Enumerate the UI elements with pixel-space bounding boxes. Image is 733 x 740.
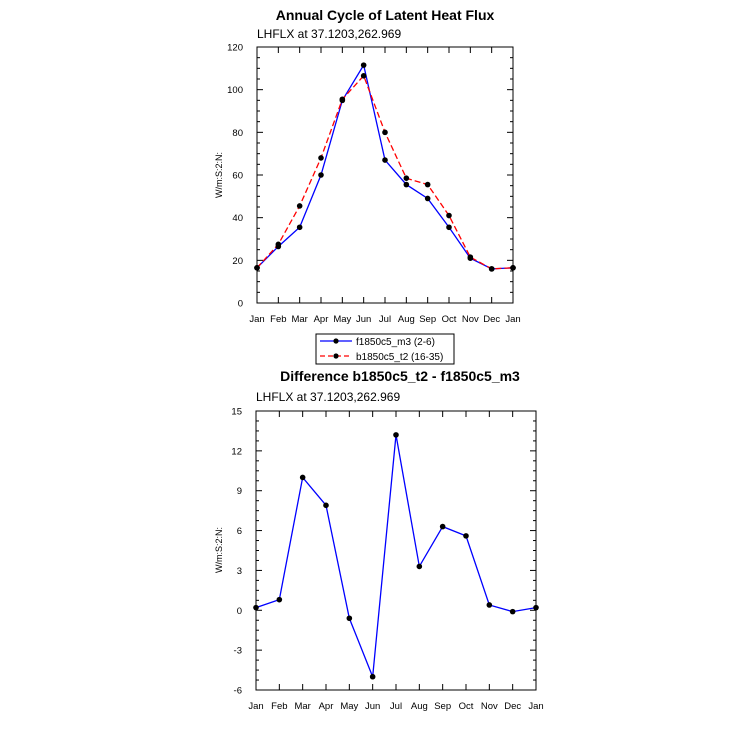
axis-ticks-2	[231, 407, 543, 713]
panel-annual-cycle	[214, 7, 521, 364]
data-point-series-1	[425, 196, 431, 202]
data-point-series-2	[254, 265, 260, 271]
x-tick-label: Jun	[365, 701, 381, 712]
data-point-series-1	[300, 475, 306, 481]
y-tick-label: 15	[231, 406, 242, 418]
axis-ticks-1	[227, 43, 521, 326]
x-tick-label: Feb	[271, 701, 288, 712]
x-tick-label: Nov	[480, 701, 498, 712]
data-point-series-2	[404, 175, 410, 181]
data-point-series-2	[382, 130, 388, 136]
data-point-series-1	[318, 172, 324, 178]
y-tick-label: -3	[233, 645, 242, 657]
data-point-series-1	[417, 564, 423, 570]
x-tick-label: Jan	[249, 314, 265, 325]
x-tick-label: May	[340, 701, 359, 712]
data-point-series-1	[253, 605, 259, 611]
series-line-2	[257, 76, 513, 269]
x-tick-label: Aug	[410, 701, 428, 712]
data-point-series-1	[323, 503, 329, 509]
data-point-series-1	[533, 605, 539, 611]
data-point-series-2	[318, 155, 324, 161]
data-point-series-1	[370, 674, 376, 680]
x-tick-label: Mar	[291, 314, 308, 325]
data-point-series-1	[463, 533, 469, 539]
y-tick-label: 3	[236, 565, 242, 577]
y-tick-label: 6	[236, 526, 242, 538]
legend-marker-series-1	[333, 338, 338, 343]
data-point-series-2	[361, 73, 367, 79]
y-tick-label: 60	[232, 170, 243, 182]
legend-label-series-1: f1850c5_m3 (2-6)	[356, 337, 435, 348]
x-tick-label: Oct	[441, 314, 457, 325]
data-point-series-2	[510, 265, 516, 271]
x-tick-label: Dec	[483, 314, 501, 325]
x-tick-label: Jan	[248, 701, 264, 712]
data-point-series-2	[468, 254, 474, 260]
plot-frame-1	[257, 47, 513, 303]
plot-frame-2	[256, 411, 536, 690]
data-point-series-1	[487, 602, 493, 608]
legend	[316, 334, 454, 364]
y-tick-label: 0	[236, 605, 242, 617]
x-tick-label: Dec	[504, 701, 522, 712]
x-tick-label: Sep	[434, 701, 452, 712]
x-tick-label: Apr	[313, 314, 329, 325]
chart-subtitle-2: LHFLX at 37.1203,262.969	[256, 390, 401, 404]
panel-difference	[214, 368, 544, 712]
data-point-series-2	[297, 203, 303, 209]
data-point-series-2	[276, 242, 282, 248]
y-tick-label: 100	[227, 85, 243, 97]
y-axis-label-2: W/m:S:2:N:	[214, 526, 224, 574]
data-point-series-1	[347, 615, 353, 621]
x-tick-label: May	[333, 314, 352, 325]
y-tick-label: 9	[236, 486, 242, 498]
x-tick-label: Jan	[528, 701, 544, 712]
x-tick-label: Jul	[389, 701, 403, 712]
y-tick-label: 40	[232, 213, 243, 225]
y-axis-label-1: W/m:S:2:N:	[214, 151, 224, 199]
x-tick-label: Jul	[378, 314, 392, 325]
data-point-series-1	[361, 62, 367, 68]
series-layer-1	[254, 62, 516, 271]
x-tick-label: Apr	[318, 701, 334, 712]
data-point-series-1	[446, 224, 452, 230]
legend-marker-series-2	[333, 353, 338, 358]
x-tick-label: Nov	[461, 314, 479, 325]
y-tick-label: 0	[237, 298, 243, 310]
data-point-series-2	[489, 266, 495, 272]
x-tick-label: Feb	[270, 314, 287, 325]
chart-title-2: Difference b1850c5_t2 - f1850c5_m3	[280, 368, 520, 384]
x-tick-label: Sep	[419, 314, 437, 325]
y-tick-label: 20	[232, 255, 243, 267]
data-point-series-2	[446, 213, 452, 219]
data-point-series-1	[440, 524, 446, 530]
series-line-1	[256, 435, 536, 677]
data-point-series-1	[510, 609, 516, 615]
series-line-1	[257, 65, 513, 269]
legend-label-series-2: b1850c5_t2 (16-35)	[356, 352, 444, 363]
series-layer-2	[253, 432, 539, 679]
x-tick-label: Jun	[356, 314, 372, 325]
data-point-series-1	[277, 597, 283, 603]
x-tick-label: Mar	[294, 701, 311, 712]
chart-title-1: Annual Cycle of Latent Heat Flux	[275, 7, 495, 23]
y-tick-label: 12	[231, 446, 242, 458]
chart-subtitle-1: LHFLX at 37.1203,262.969	[257, 27, 402, 41]
y-tick-label: 120	[227, 42, 243, 54]
data-point-series-1	[382, 157, 388, 163]
data-point-series-2	[425, 182, 431, 188]
data-point-series-1	[297, 224, 303, 230]
y-tick-label: -6	[233, 685, 242, 697]
data-point-series-1	[404, 182, 410, 188]
x-tick-label: Jan	[505, 314, 521, 325]
data-point-series-2	[340, 96, 346, 102]
x-tick-label: Oct	[458, 701, 474, 712]
x-tick-label: Aug	[397, 314, 415, 325]
y-tick-label: 80	[232, 127, 243, 139]
data-point-series-1	[393, 432, 399, 438]
